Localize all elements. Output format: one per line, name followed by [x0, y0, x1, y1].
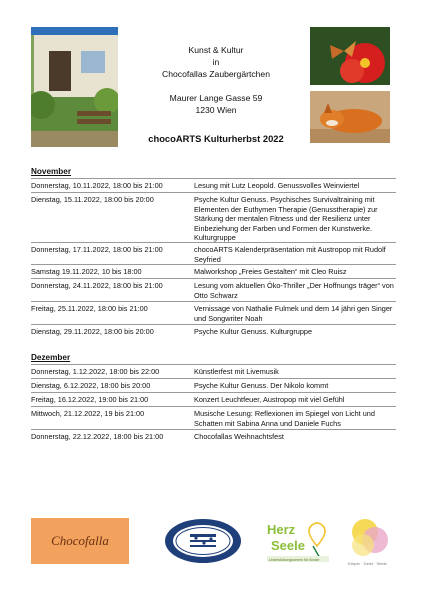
event-row: [31, 367, 401, 377]
header-line-1: Kunst & Kultur: [188, 45, 244, 55]
event-date: Dienstag, 6.12.2022, 18:00 bis 20:00: [31, 381, 151, 390]
event-date: Donnerstag, 17.11.2022, 18:00 bis 21:00: [31, 245, 163, 254]
event-row: [31, 267, 401, 277]
divider: [31, 278, 396, 279]
event-date: Donnerstag, 1.12.2022, 18:00 bis 22:00: [31, 367, 160, 376]
event-date: Donnerstag, 24.11.2022, 18:00 bis 21:00: [31, 281, 163, 290]
chocofalla-logo-text: Chocofalla: [51, 533, 109, 548]
divider: [31, 429, 396, 430]
event-row: [31, 281, 401, 300]
section-title-november: November: [31, 167, 72, 176]
address-city: 1230 Wien: [195, 105, 237, 115]
event-row: [31, 245, 401, 264]
event-title: chocoARTS Kalenderpräsentation mit Austropop mit Rudolf Seyfried: [194, 245, 386, 264]
event-date: Donnerstag, 22.12.2022, 18:00 bis 21:00: [31, 432, 164, 441]
event-title: Psyche Kultur Genuss. Psychisches Survivaltraining mit Elementen der Euthymen Therapie (Genusstherapie) zur Stärkung der mentalen Fitness und der Resilienz unter Einbeziehung der Farben und Formen der Kunstwerke. Kulturgruppe: [194, 195, 378, 243]
event-row: [31, 195, 401, 243]
event-row: [31, 395, 401, 405]
header-line-3: Chocofallas Zaubergärtchen: [162, 69, 270, 79]
event-date: Freitag, 25.11.2022, 18:00 bis 21:00: [31, 304, 148, 313]
event-title: Musische Lesung: Reflexionen im Spiegel von Licht und Schatten mit Sabina Anna und Daniele Fuchs: [194, 409, 375, 428]
event-row: [31, 327, 401, 337]
garden-house-photo: [31, 27, 118, 147]
seele-text: Seele: [271, 538, 305, 553]
divider: [31, 192, 396, 193]
divider: [31, 301, 396, 302]
page-title: chocoARTS Kulturherbst 2022: [148, 133, 284, 144]
event-title: Vernissage von Nathalie Fulmek und dem 14 jähri gen Singer und Songwriter Noah: [194, 304, 393, 323]
sleeping-fox-photo: [310, 91, 390, 143]
event-date: Samstag 19.11.2022, 10 bis 18:00: [31, 267, 142, 276]
header-line-2: in: [212, 57, 220, 67]
event-title: Konzert Leuchtfeuer, Austropop mit viel Gefühl: [194, 395, 345, 404]
event-row: [31, 304, 401, 323]
koerper-geist-seele-logo: [345, 516, 393, 568]
herz-seele-logo: [265, 516, 335, 568]
event-title: Chocofallas Weihnachtsfest: [194, 432, 284, 441]
event-row: [31, 432, 401, 442]
divider: [31, 392, 396, 393]
event-title: Lesung mit Lutz Leopold. Genussvolles Weinviertel: [194, 181, 360, 190]
event-date: Mittwoch, 21.12.2022, 19 bis 21:00: [31, 409, 145, 418]
event-row: [31, 181, 401, 191]
divider: [31, 242, 396, 243]
divider: [31, 364, 396, 365]
divider: [31, 178, 396, 179]
event-title: Malworkshop „Freies Gestalten“ mit Cleo Ruisz: [194, 267, 347, 276]
event-date: Freitag, 16.12.2022, 19:00 bis 21:00: [31, 395, 149, 404]
event-date: Donnerstag, 10.11.2022, 18:00 bis 21:00: [31, 181, 163, 190]
event-row: [31, 381, 401, 391]
divider: [31, 378, 396, 379]
event-title: Psyche Kultur Genuss. Kulturgruppe: [194, 327, 313, 336]
koerper-tagline: Körper · Geist · Seele: [348, 561, 387, 566]
address-street: Maurer Lange Gasse 59: [169, 93, 263, 103]
event-title: Lesung vom aktuellen Öko-Thriller „Der Hoffnungs träger“ von Otto Schwarz: [194, 281, 394, 300]
herz-tagline: Unterstützungsverein für Kinder: [269, 558, 320, 562]
chocofalla-logo: [31, 518, 129, 564]
divider: [31, 324, 396, 325]
conservatory-seal-logo: [163, 518, 243, 564]
divider: [31, 264, 396, 265]
section-title-dezember: Dezember: [31, 353, 71, 362]
butterfly-flower-photo: [310, 27, 390, 85]
event-date: Dienstag, 29.11.2022, 18:00 bis 20:00: [31, 327, 154, 336]
herz-text: Herz: [267, 522, 296, 537]
event-date: Dienstag, 15.11.2022, 18:00 bis 20:00: [31, 195, 154, 204]
event-row: [31, 409, 401, 428]
event-title: Psyche Kultur Genuss. Der Nikolo kommt: [194, 381, 329, 390]
event-title: Künstlerfest mit Livemusik: [194, 367, 279, 376]
divider: [31, 406, 396, 407]
